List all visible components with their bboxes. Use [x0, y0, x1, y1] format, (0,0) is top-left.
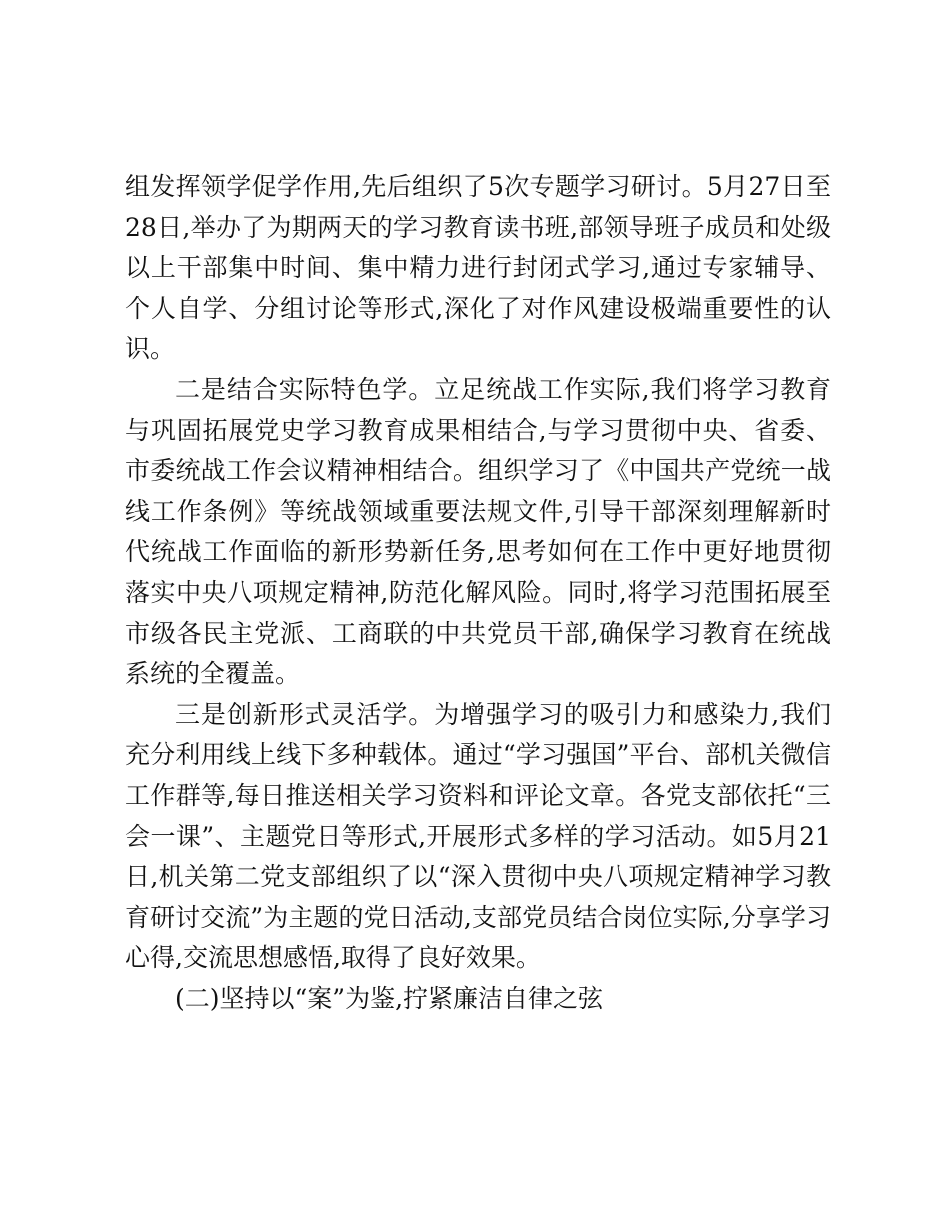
section-heading: (二)坚持以“案”为鉴,拧紧廉洁自律之弦	[175, 983, 604, 1013]
paragraph-practical-study: 二是结合实际特色学。立足统战工作实际,我们将学习教育与巩固拓展党史学习教育成果相结合,与学习贯彻中央、省委、市委统战工作会议精神相结合。组织学习了《中国共产党统一战线工作条例》等统战领域重要法规文件,引导干部深刻理解新时代统战工作面临的新形势新任务,思考如何在工作中更好地贯彻落实中央八项规定精神,防范化解风险。同时,将学习范围拓展至市级各民主党派、工商联的中共党员干部,确保学习教育在统战系统的全覆盖。	[125, 374, 831, 689]
document-body	[125, 167, 831, 1019]
paragraph-innovative-study: 三是创新形式灵活学。为增强学习的吸引力和感染力,我们充分利用线上线下多种载体。通过“学习强国”平台、部机关微信工作群等,每日推送相关学习资料和评论文章。各党支部依托“三会一课”、主题党日等形式,开展形式多样的学习活动。如5月21日,机关第二党支部组织了以“深入贯彻中央八项规定精神学习教育研讨交流”为主题的党日活动,支部党员结合岗位实际,分享学习心得,交流思想感悟,取得了良好效果。	[125, 699, 831, 973]
paragraph-study-sessions: 组发挥领学促学作用,先后组织了5次专题学习研讨。5月27日至28日,举办了为期两天的学习教育读书班,部领导班子成员和处级以上干部集中时间、集中精力进行封闭式学习,通过专家辅导、个人自学、分组讨论等形式,深化了对作风建设极端重要性的认识。	[125, 172, 831, 364]
